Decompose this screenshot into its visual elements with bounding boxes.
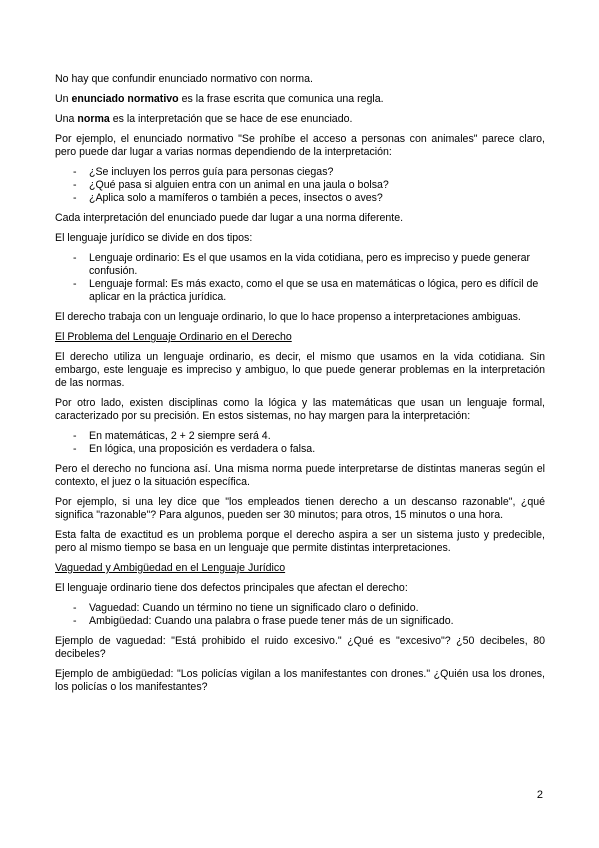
term-enunciado-normativo: enunciado normativo — [71, 93, 179, 105]
intro-paragraph: No hay que confundir enunciado normativo con norma. — [55, 73, 313, 85]
paragraph-ejemplo-vaguedad: Ejemplo de vaguedad: "Está prohibido el ruido excesivo." ¿Qué es "excesivo"? ¿50 decibeles, 80 decibeles? — [55, 635, 545, 660]
ordinary-language-paragraph: El derecho trabaja con un lenguaje ordinario, lo que lo hace propenso a interpretaciones ambiguas. — [55, 311, 521, 323]
paragraph-ejemplo-ambiguedad: Ejemplo de ambigüedad: "Los policías vigilan a los manifestantes con drones." ¿Quién usa los drones, los policías o los manifestantes? — [55, 668, 545, 693]
paragraph-utiliza: El derecho utiliza un lenguaje ordinario, es decir, el mismo que usamos en la vida cotidiana. Sin embargo, este lenguaje es impreciso y ambiguo, lo que puede generar problemas en la interpretación de las normas. — [55, 351, 545, 389]
list-item: - En matemáticas, 2 + 2 siempre será 4. — [55, 430, 545, 443]
list-item: - Lenguaje formal: Es más exacto, como el que se usa en matemáticas o lógica, pero es difícil de aplicar en la práctica jurídica. — [55, 278, 545, 304]
list-item: - En lógica, una proposición es verdadera o falsa. — [55, 443, 545, 456]
formal-list — [55, 430, 545, 456]
interpretation-paragraph: Cada interpretación del enunciado puede dar lugar a una norma diferente. — [55, 212, 404, 224]
paragraph-otro-lado: Por otro lado, existen disciplinas como la lógica y las matemáticas que usan un lenguaje formal, caracterizado por su precisión. En estos sistemas, no hay margen para la interpretación: — [55, 397, 545, 422]
list-item: - ¿Se incluyen los perros guía para personas ciegas? — [55, 166, 545, 179]
section-heading-problema: El Problema del Lenguaje Ordinario en el Derecho — [55, 331, 292, 343]
definition-norma: Una norma es la interpretación que se hace de ese enunciado. — [55, 113, 353, 125]
questions-list — [55, 166, 545, 205]
list-item: - Ambigüedad: Cuando una palabra o frase puede tener más de un significado. — [55, 615, 545, 628]
section-heading-vaguedad: Vaguedad y Ambigüedad en el Lenguaje Jurídico — [55, 562, 286, 574]
types-intro: El lenguaje jurídico se divide en dos tipos: — [55, 232, 253, 244]
term-norma: norma — [77, 113, 110, 125]
definition-enunciado: Un enunciado normativo es la frase escrita que comunica una regla. — [55, 93, 384, 105]
document-body — [55, 73, 545, 701]
types-list — [55, 252, 545, 304]
paragraph-defectos: El lenguaje ordinario tiene dos defectos principales que afectan el derecho: — [55, 582, 408, 594]
defects-list — [55, 602, 545, 628]
paragraph-ley: Por ejemplo, si una ley dice que "los empleados tienen derecho a un descanso razonable", ¿qué significa "razonable"? Para algunos, pueden ser 30 minutos; para otros, 15 minutos o una hora. — [55, 496, 545, 521]
list-item: - Lenguaje ordinario: Es el que usamos en la vida cotidiana, pero es impreciso y puede generar confusión. — [55, 252, 545, 278]
paragraph-falta: Esta falta de exactitud es un problema porque el derecho aspira a ser un sistema justo y predecible, pero al mismo tiempo se basa en un lenguaje que permite distintas interpretaciones. — [55, 529, 545, 554]
example-paragraph: Por ejemplo, el enunciado normativo "Se prohíbe el acceso a personas con animales" parece claro, pero puede dar lugar a varias normas dependiendo de la interpretación: — [55, 133, 545, 158]
page-number: 2 — [536, 789, 543, 801]
paragraph-pero: Pero el derecho no funciona así. Una misma norma puede interpretarse de distintas maneras según el contexto, el juez o la situación específica. — [55, 463, 545, 488]
list-item: - ¿Qué pasa si alguien entra con un animal en una jaula o bolsa? — [55, 179, 545, 192]
list-item: - ¿Aplica solo a mamíferos o también a peces, insectos o aves? — [55, 192, 545, 205]
list-item: - Vaguedad: Cuando un término no tiene un significado claro o definido. — [55, 602, 545, 615]
